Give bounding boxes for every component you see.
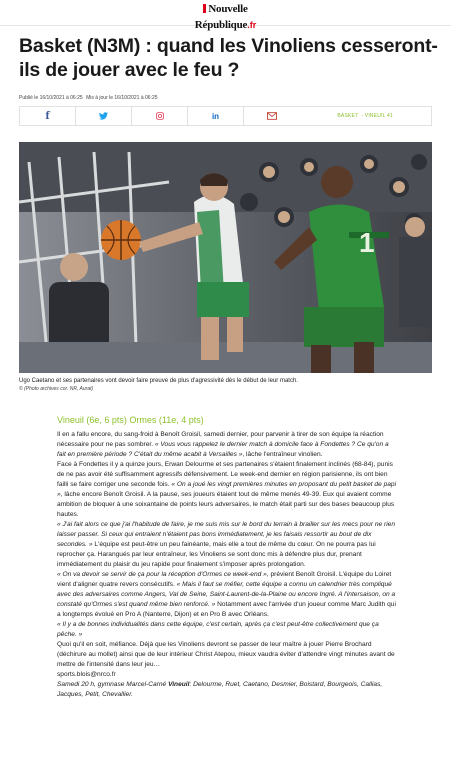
tag-basket[interactable]: BASKET [337,113,359,119]
article-title: Basket (N3M) : quand les Vinoliens cesseront-ils de jouer avec le feu ? [19,35,438,81]
photo-credit: © (Photo archives cor. NR, Aurat) [19,386,94,392]
logo-rep: République [194,18,248,31]
article-body [57,430,397,700]
article-photo [19,142,432,373]
caption-text: Ugo Caetano et ses partenaires vont devoir faire preuve de plus d'agressivité dès le début de leur match. [19,378,298,384]
logo-fr: .fr [247,19,257,30]
share-twitter-button[interactable] [76,107,132,125]
author-email[interactable]: sports.blois@nrco.fr [57,671,116,678]
paragraph: « J'ai fait alors ce que j'ai l'habitude de faire, je me suis mis sur le bord du terrain à brailler sur les mecs pour ne rien laisser passer. Si ceux qui entraient n'étaient pas bons immédiatement, je les faisais ressortir au bout de dix secondes. » L'équipe est peut-être un peu fainéante, mais elle a tout de même du cœur. On ne pourra pas lui reprocher ça. Harangués par leur entraîneur, les Vinoliens se sont donc mis à défendre plus dur, prenant immédiatement du plaisir du jeu rapide pour finalement s'imposer après prolongation. [57,521,396,568]
share-linkedin-button[interactable] [188,107,244,125]
paragraph: « Il y a de bonnes individualités dans cette équipe, c'est certain, après ça c'est peut-être collectivement que ça pêche. » [57,621,379,638]
paragraph: Face à Fondettes il y a quinze jours, Erwan Delourme et ses partenaires s'étaient finalement inclinés (68-84), punis de ne pas avoir été suffisamment agressifs défensivement. Le week-end dernier en région parisienne, ils ont bien failli se faire corriger une seconde fois. « On a joué les vingt premières minutes en proposant du petit basket de papi », lâche encore Benoît Groisil. A la pause, ses joueurs étaient tout de même menés 49-39. Eux qui avaient comme ambition de bloquer à une soixantaine de points leurs adversaires, le match était parti sur des bases beaucoup plus hautes. [57,461,397,518]
published-date: Publié le 16/10/2021 à 06:25 [19,95,83,101]
article-tags [300,107,431,125]
svg-text:1: 1 [359,227,375,258]
share-facebook-button[interactable] [20,107,76,125]
updated-date: Mis à jour le 16/10/2021 à 06:25 [86,95,158,101]
masthead [0,0,451,31]
instagram-icon [156,112,164,120]
site-logo[interactable] [195,0,256,32]
article-dates [19,95,160,101]
logo-la [195,0,256,1]
logo-bar [203,4,206,13]
paragraph: Quoi qu'il en soit, méfiance. Déjà que les Vinoliens devront se passer de leur maître à jouer Pierre Brochard (déchirure au mollet) ainsi que de leur intérieur Christ Atepou, mieux vaudra éviter d'attendre vingt minutes avant de mettre de l'intensité dans leur jeu… [57,641,395,668]
paragraph: « On va devoir se servir de ça pour la réception d'Ormes ce week-end », prévient Benoît Groisil. L'équipe du Loiret vient d'aligner quatre revers consécutifs. « Mais il faut se méfier, cette équipe a connu un calendrier très compliqué avec des adversaires comme Angers, Val de Seine, Saint-Laurent-de-la-Plaine ou encore Ingré. A l'intersaison, on a constaté qu'Ormes s'est quand même bien renforcé. » Notamment avec l'arrivée d'un joueur comme Marc Judith qui a longtemps évolué en Pro A (Nanterre, Dijon) et en Pro B avec Orléans. [57,571,396,618]
match-subhead: Vineuil (6e, 6 pts) Ormes (11e, 4 pts) [57,415,204,425]
linkedin-icon: in [211,111,220,121]
facebook-icon: f [45,110,50,122]
share-instagram-button[interactable] [132,107,188,125]
basketball-scene-image [19,142,432,373]
twitter-icon [99,112,108,120]
photo-caption [19,377,432,393]
mail-icon [267,112,277,120]
lineup: Samedi 20 h, gymnase Marcel-Carné Vineuil: Delourme, Ruet, Caetano, Desmier, Boistard, Bourgeois, Callias, Jacques, Petit, Chevallier. [57,681,383,698]
share-mail-button[interactable] [244,107,300,125]
share-bar [19,106,432,126]
logo-nom: Nouvelle [208,2,248,15]
paragraph: Il en a fallu encore, du sang-froid à Benoît Groisil, samedi dernier, pour parvenir à tirer de son équipe la réaction nécessaire pour ne pas sombrer. « Vous vous rappelez le dernier match à domicile face à Fondettes ? Ce qu'on a fait en première période ? C'était du même acabit à Versailles », lâche l'entraîneur vinolien. [57,431,389,458]
tag-vineuil[interactable]: - VINEUIL 41 [361,113,393,119]
